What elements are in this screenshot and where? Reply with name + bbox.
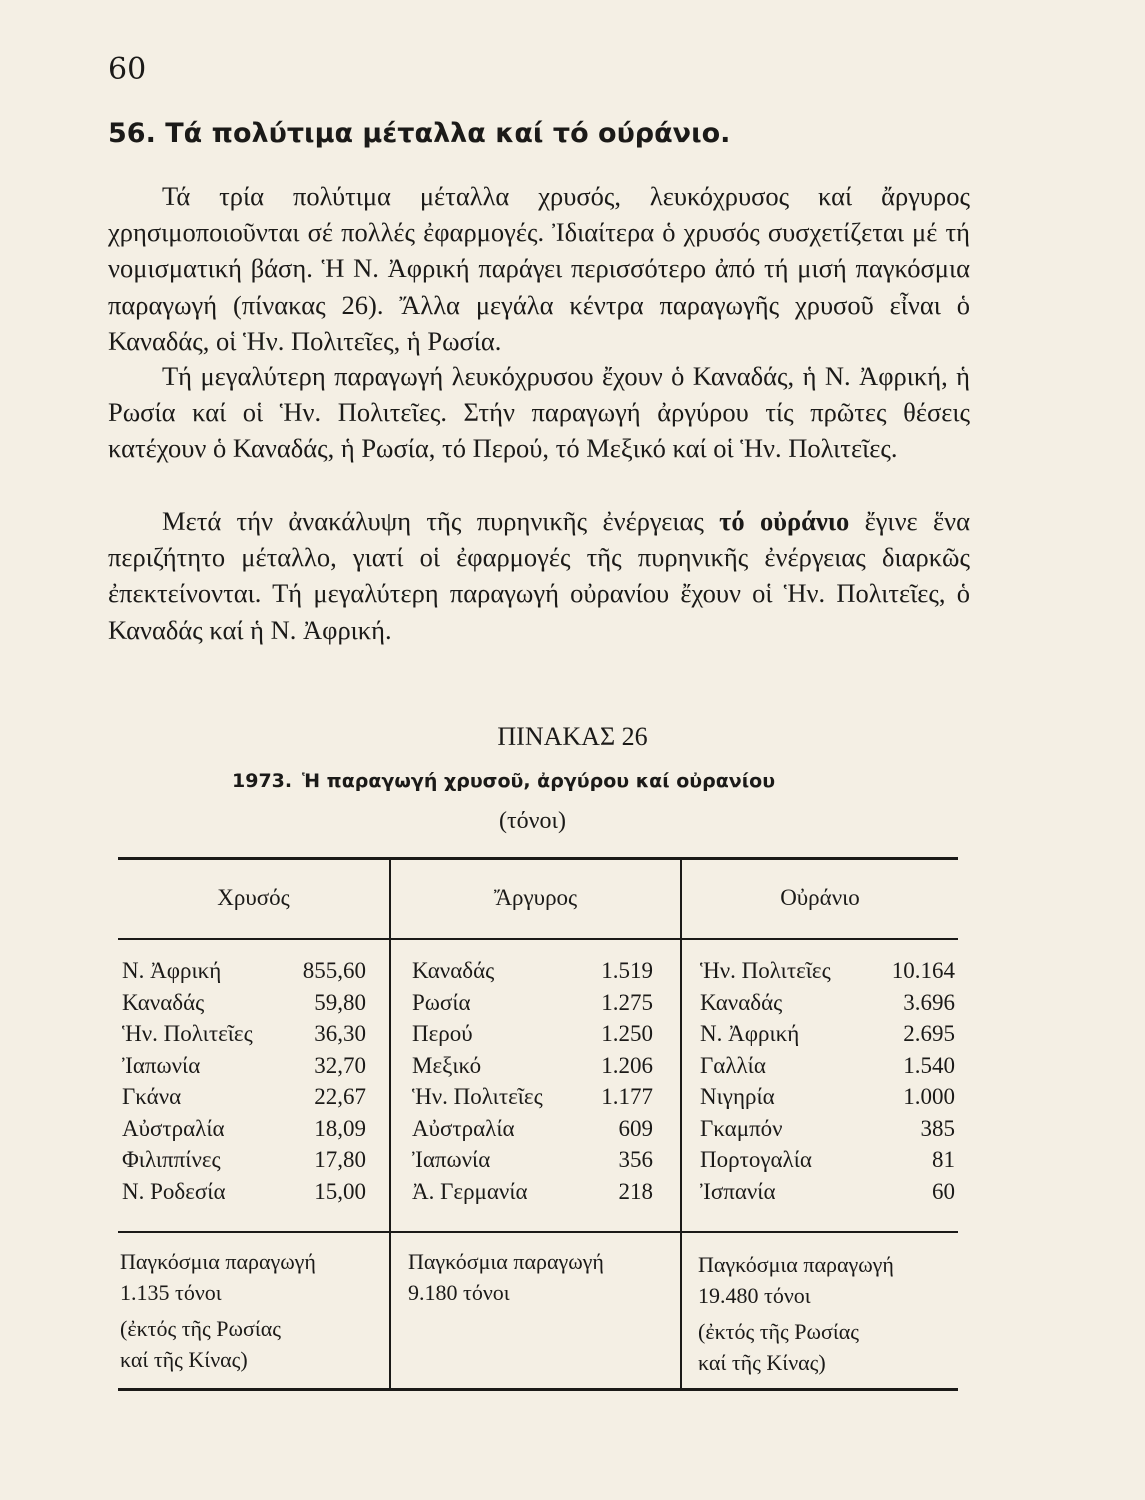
uranium-country-5: Νιγηρία [700, 1084, 775, 1109]
section-heading: 56. Τά πολύτιμα μέταλλα καί τό ούράνιο. [108, 118, 731, 149]
silver-country-6: Αὐστραλία [412, 1115, 515, 1141]
column-divider-1 [389, 857, 391, 1390]
uranium-value-5: 1.000 [903, 1084, 955, 1109]
table-title [232, 770, 775, 792]
uranium-country-3: Ν. Ἀφρική [700, 1021, 800, 1046]
uranium-value-2: 3.696 [903, 989, 955, 1015]
table-units: (τόνοι) [499, 808, 566, 834]
gold-country-3: Ἡν. Πολιτεῖες [122, 1021, 253, 1046]
silver-country-2: Ρωσία [412, 989, 471, 1015]
silver-value-5: 1.177 [601, 1084, 653, 1109]
gold-country-4: Ἰαπωνία [122, 1052, 201, 1078]
paragraph-1: Τά τρία πολύτιμα μέταλλα χρυσός, λευκόχρυσος καί ἄργυρος χρησιμοποιοῦνται σέ πολλές ἐφαρμογές. Ἰδιαίτερα ὁ χρυσός συσχετίζεται μέ τή νομισματική βάση. Ἡ Ν. Ἀφρική παράγει περισσότερο ἀπό τή μισή παγκόσμια παραγωγή (πίνακας 26). Ἄλλα μεγάλα κέντρα παραγωγῆς χρυσοῦ εἶναι ὁ Καναδάς, οἱ Ἡν. Πολιτεῖες, ἡ Ρωσία. [108, 181, 970, 356]
uranium-value-4: 1.540 [903, 1052, 955, 1078]
silver-value-6: 609 [618, 1115, 653, 1141]
uranium-header: Οὐράνιο [780, 885, 860, 910]
table-label: ΠΙΝΑΚΑΣ 26 [497, 722, 648, 751]
gold-country-1: Ν. Ἀφρική [122, 958, 222, 983]
uranium-value-7: 81 [932, 1147, 955, 1172]
uranium-value-3: 2.695 [903, 1021, 955, 1046]
gold-total: Παγκόσμια παραγωγή 1.135 τόνοι (ἐκτός τῆς Ρωσίας καί τῆς Κίνας) [120, 1249, 316, 1372]
silver-value-1: 1.519 [601, 958, 653, 983]
silver-country-7: Ἰαπωνία [412, 1147, 491, 1172]
table-total-rule [118, 1231, 958, 1233]
gold-value-1: 855,60 [302, 958, 366, 983]
silver-country-4: Μεξικό [412, 1052, 482, 1078]
silver-country-8: Ἀ. Γερμανία [412, 1178, 528, 1204]
table-top-rule [118, 857, 958, 860]
bold-term: τό οὐράνιο [719, 506, 850, 536]
gold-header: Χρυσός [217, 885, 290, 910]
silver-country-5: Ἡν. Πολιτεῖες [412, 1084, 543, 1109]
uranium-country-7: Πορτογαλία [700, 1147, 812, 1172]
uranium-country-2: Καναδάς [700, 989, 783, 1015]
gold-country-7: Φιλιππίνες [122, 1147, 221, 1172]
uranium-country-6: Γκαμπόν [700, 1115, 783, 1141]
table-title-text: Ἡ παραγωγή χρυσοῦ, ἀργύρου καί οὐρανίου [302, 770, 776, 792]
table-year: 1973. [232, 770, 293, 792]
uranium-country-1: Ἡν. Πολιτεῖες [700, 958, 831, 983]
silver-value-8: 218 [618, 1178, 653, 1204]
gold-country-8: Ν. Ροδεσία [122, 1178, 226, 1204]
page-number: 60 [108, 52, 147, 87]
column-divider-2 [680, 857, 682, 1390]
silver-value-4: 1.206 [601, 1052, 653, 1078]
gold-value-6: 18,09 [314, 1115, 366, 1141]
uranium-country-8: Ἰσπανία [700, 1178, 776, 1204]
uranium-value-1: 10.164 [891, 958, 955, 983]
uranium-value-8: 60 [932, 1178, 955, 1204]
gold-country-5: Γκάνα [122, 1084, 182, 1109]
paragraph-2: Τή μεγαλύτερη παραγωγή λευκόχρυσου ἔχουν ὁ Καναδάς, ἡ Ν. Ἀφρική, ἡ Ρωσία καί οἱ Ἡν. Πολιτεῖες. Στήν παραγωγή ἀργύρου τίς πρῶτες θέσεις κατέχουν ὁ Καναδάς, ἡ Ρωσία, τό Περού, τό Μεξικό καί οἱ Ἡν. Πολιτεῖες. [108, 361, 970, 464]
table-header-rule [118, 938, 958, 940]
gold-country-6: Αὐστραλία [122, 1115, 225, 1141]
table-bottom-rule [118, 1388, 958, 1391]
uranium-country-4: Γαλλία [700, 1052, 766, 1078]
silver-country-3: Περού [412, 1021, 473, 1046]
gold-value-7: 17,80 [314, 1147, 366, 1172]
silver-value-3: 1.250 [601, 1021, 653, 1046]
gold-country-2: Καναδάς [122, 989, 205, 1015]
gold-value-3: 36,30 [314, 1021, 366, 1046]
gold-value-5: 22,67 [314, 1084, 366, 1109]
silver-value-7: 356 [618, 1147, 653, 1172]
uranium-value-6: 385 [920, 1115, 955, 1141]
gold-value-4: 32,70 [314, 1052, 366, 1078]
silver-country-1: Καναδάς [412, 958, 495, 983]
gold-value-8: 15,00 [314, 1178, 366, 1204]
silver-value-2: 1.275 [601, 989, 653, 1015]
paragraph-3: Μετά τήν ἀνακάλυψη τῆς πυρηνικῆς ἐνέργειας τό οὐράνιο ἔγινε ἕνα περιζήτητο μέταλλο, γιατί οἱ ἐφαρμογές τῆς πυρηνικῆς ἐνέργειας διαρκῶς ἐπεκτείνονται. Τή μεγαλύτερη παραγωγή οὐρανίου ἔχουν οἱ Ἡν. Πολιτεῖες, ὁ Καναδάς καί ἡ Ν. Ἀφρική. [108, 506, 971, 645]
gold-value-2: 59,80 [314, 989, 366, 1015]
uranium-total: Παγκόσμια παραγωγή 19.480 τόνοι (ἐκτός τῆς Ρωσίας καί τῆς Κίνας) [698, 1252, 894, 1375]
silver-header: Ἄργυρος [493, 885, 578, 910]
silver-total: Παγκόσμια παραγωγή 9.180 τόνοι [408, 1249, 604, 1305]
